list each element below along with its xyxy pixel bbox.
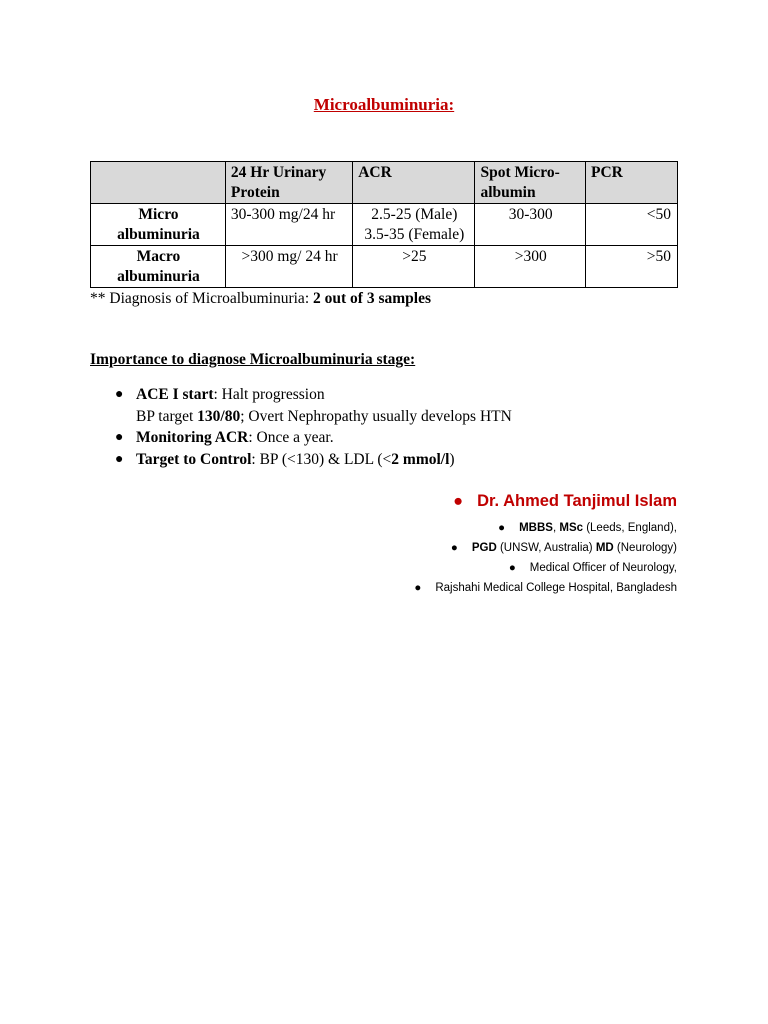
credential-bold: PGD <box>471 542 497 554</box>
bullet-icon: ● <box>115 451 124 467</box>
bullet-icon: ● <box>453 492 464 510</box>
table-cell: <50 <box>586 204 678 246</box>
point-text: ; Overt Nephropathy usually develops HTN <box>240 407 512 425</box>
importance-list <box>90 384 512 470</box>
signature-block <box>414 492 677 598</box>
point-text: : Once a year. <box>248 429 334 446</box>
point-bold: Monitoring ACR <box>136 429 249 446</box>
table-header-cell: Spot Micro-albumin <box>475 162 586 204</box>
table-header-cell <box>91 162 226 204</box>
table-cell: 30-300 mg/24 hr <box>225 204 352 246</box>
table-header-cell: PCR <box>586 162 678 204</box>
importance-heading: Importance to diagnose Microalbuminuria stage: <box>90 351 416 368</box>
author-name-line <box>414 492 677 511</box>
table-cell <box>353 204 475 246</box>
table-cell: >300 mg/ 24 hr <box>225 246 352 288</box>
table-cell: 30-300 <box>475 204 586 246</box>
list-item <box>90 449 512 471</box>
point-text: ) <box>449 450 455 468</box>
point-bold: 130/80 <box>197 407 241 425</box>
albuminuria-table <box>90 161 678 288</box>
list-item <box>90 384 512 427</box>
credential-text: Medical Officer of Neurology, <box>529 562 677 574</box>
table-row <box>91 204 678 246</box>
table-row <box>91 246 678 288</box>
diagnosis-note <box>90 290 431 308</box>
row-label: Macro albuminuria <box>91 246 226 288</box>
list-item <box>90 427 512 449</box>
credential-bold: MD <box>595 542 614 554</box>
point-text: : Halt progression <box>213 386 325 403</box>
bullet-icon: ● <box>450 542 458 554</box>
credential-line <box>414 558 677 578</box>
point-bold: ACE I start <box>136 386 214 403</box>
table-cell: >25 <box>353 246 475 288</box>
row-label: Micro albuminuria <box>91 204 226 246</box>
credential-line <box>414 518 677 538</box>
note-text: ** Diagnosis of Microalbuminuria: <box>90 290 313 307</box>
table-header-cell: ACR <box>353 162 475 204</box>
point-bold: Target to Control <box>136 450 252 468</box>
table-cell: >300 <box>475 246 586 288</box>
credential-line <box>414 538 677 558</box>
table-header-cell: 24 Hr Urinary Protein <box>225 162 352 204</box>
credential-text: (UNSW, Australia) <box>496 542 596 554</box>
acr-male: 2.5-25 (Male) <box>371 206 458 223</box>
point-text: BP target <box>136 407 198 425</box>
credential-text: (Leeds, England), <box>583 522 677 534</box>
credential-bold: MSc <box>559 522 584 534</box>
bullet-icon: ● <box>115 430 124 445</box>
note-bold: 2 out of 3 samples <box>313 290 431 307</box>
bullet-icon: ● <box>498 522 506 534</box>
table-header-row <box>91 162 678 204</box>
bullet-icon: ● <box>115 387 124 402</box>
credential-line <box>414 578 677 598</box>
bullet-icon: ● <box>508 562 516 574</box>
credential-bold: MBBS <box>519 522 553 534</box>
author-name: Dr. Ahmed Tanjimul Islam <box>477 492 677 510</box>
credential-text: (Neurology) <box>613 542 677 554</box>
credential-text: , <box>552 522 560 534</box>
acr-female: 3.5-35 (Female) <box>364 226 465 243</box>
page-title: Microalbuminuria: <box>313 95 455 114</box>
point-text: : BP (<130) & LDL (< <box>251 450 392 468</box>
table-cell: >50 <box>586 246 678 288</box>
point-bold: 2 mmol/l <box>391 450 450 468</box>
bullet-icon: ● <box>414 582 422 594</box>
credential-text: Rajshahi Medical College Hospital, Bangladesh <box>435 582 677 594</box>
